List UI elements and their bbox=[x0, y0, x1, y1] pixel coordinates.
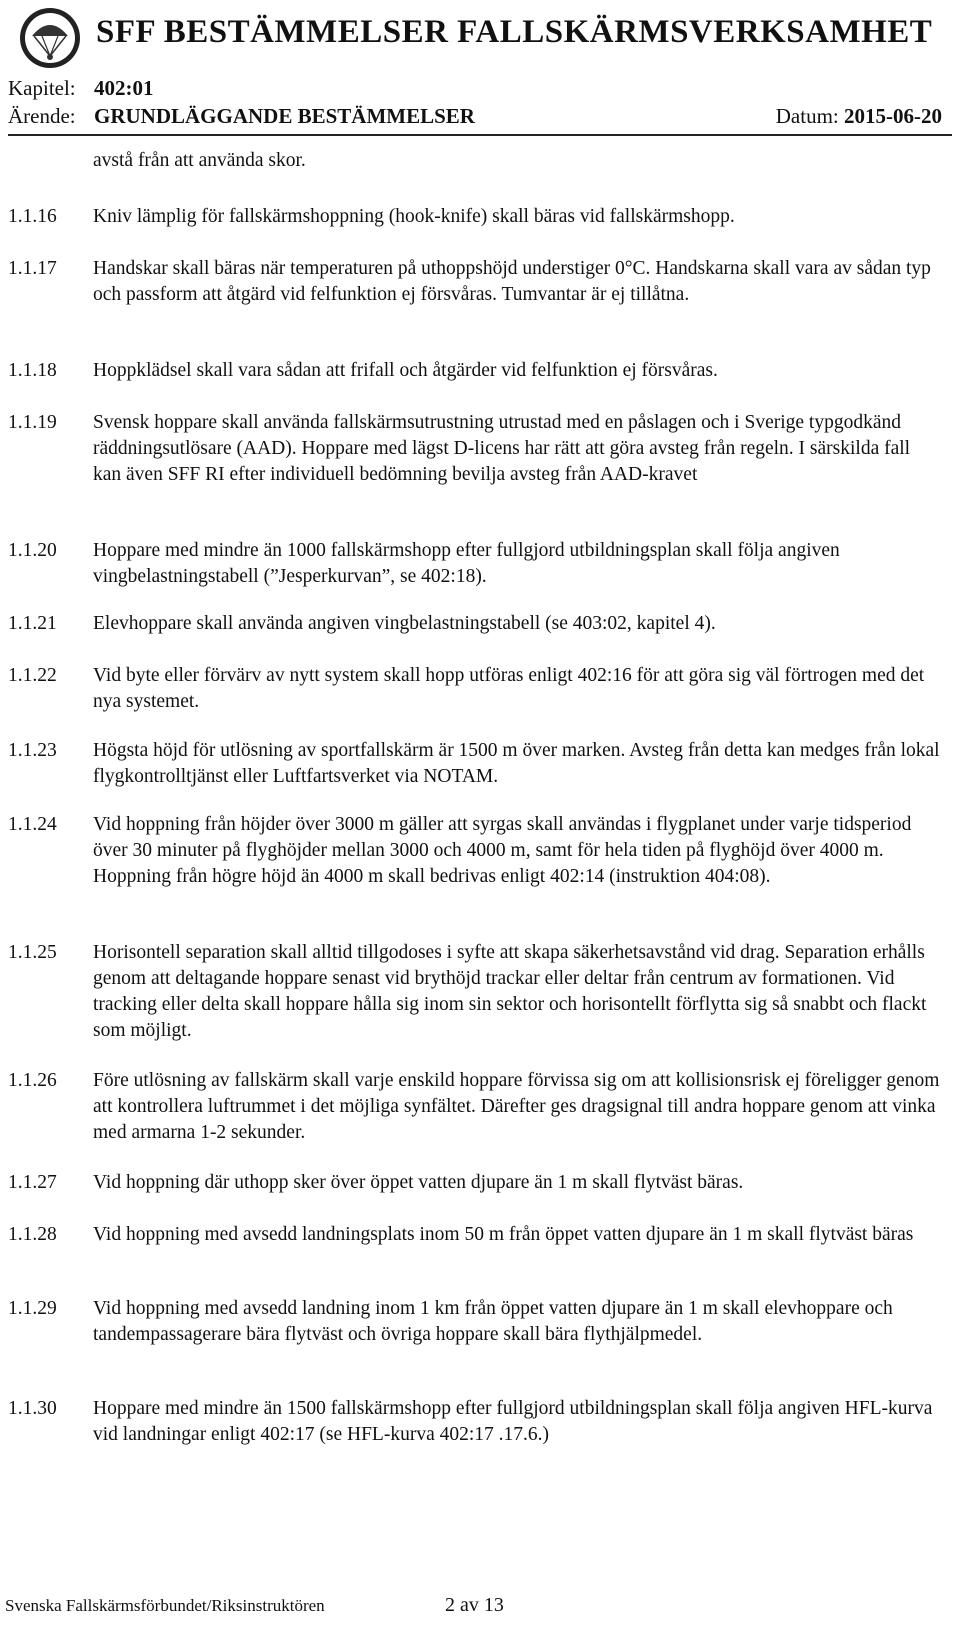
clause-text: Före utlösning av fallskärm skall varje enskild hoppare förvissa sig om att kollisionsrisk ej föreligger genom att kontrollera luftrummet i det möjliga synfältet. Därefter ges dragsignal till andra hoppare genom att vinka med armarna 1-2 sekunder. bbox=[93, 1070, 940, 1143]
page-number: 2 av 13 bbox=[445, 1594, 504, 1616]
clause-number: 1.1.26 bbox=[8, 1070, 57, 1091]
clause-text: Hoppare med mindre än 1000 fallskärmshopp efter fullgjord utbildningsplan skall följa angiven vingbelastningstabell (”Jesperkurvan”, se 402:18). bbox=[93, 540, 840, 587]
document-org-title: SFF BESTÄMMELSER FALLSKÄRMSVERKSAMHET bbox=[96, 14, 933, 50]
clause-number: 1.1.29 bbox=[8, 1298, 57, 1319]
chapter-label: Kapitel: bbox=[8, 76, 76, 100]
clause-text: Vid hoppning där uthopp sker över öppet vatten djupare än 1 m skall flytväst bäras. bbox=[93, 1172, 744, 1193]
subject-label: Ärende: bbox=[8, 104, 76, 128]
clause-text: Elevhoppare skall använda angiven vingbelastningstabell (se 403:02, kapitel 4). bbox=[93, 613, 716, 634]
clause-number: 1.1.25 bbox=[8, 942, 57, 963]
date-row bbox=[776, 104, 942, 129]
parachute-emblem-icon bbox=[8, 6, 92, 70]
clause-text: Vid byte eller förvärv av nytt system skall hopp utföras enligt 402:16 för att göra sig väl förtrogen med det nya systemet. bbox=[93, 665, 925, 712]
document-footer bbox=[0, 1596, 960, 1626]
clause-text: Svensk hoppare skall använda fallskärmsutrustning utrustad med en påslagen och i Sverige typgodkänd räddningsutlösare (AAD). Hoppare med lägst D-licens har rätt att göra avsteg från regeln. I särskilda fall kan även SFF RI efter individuell bedömning bevilja avsteg från AAD-kravet bbox=[93, 412, 911, 485]
clause-number: 1.1.19 bbox=[8, 412, 57, 433]
clause-text: Högsta höjd för utlösning av sportfallskärm är 1500 m över marken. Avsteg från detta kan medges från lokal flygkontrolltjänst eller Luftfartsverket via NOTAM. bbox=[93, 740, 940, 787]
subject-value: GRUNDLÄGGANDE BESTÄMMELSER bbox=[94, 104, 475, 128]
continuation-text: avstå från att använda skor. bbox=[93, 150, 306, 171]
clause-text: Vid hoppning med avsedd landningsplats inom 50 m från öppet vatten djupare än 1 m skall flytväst bäras bbox=[93, 1224, 914, 1245]
clause-text: Vid hoppning med avsedd landning inom 1 km från öppet vatten djupare än 1 m skall elevhoppare och tandempassagerare bära flytväst och övriga hoppare skall bära flythjälpmedel. bbox=[93, 1298, 893, 1345]
clause-number: 1.1.20 bbox=[8, 540, 57, 561]
chapter-row bbox=[8, 76, 154, 101]
date-value: 2015-06-20 bbox=[844, 104, 942, 128]
clause-number: 1.1.27 bbox=[8, 1172, 57, 1193]
chapter-value: 402:01 bbox=[94, 76, 154, 100]
header-divider bbox=[8, 134, 952, 136]
clause-number: 1.1.23 bbox=[8, 740, 57, 761]
clause-text: Hoppklädsel skall vara sådan att frifall och åtgärder vid felfunktion ej försvåras. bbox=[93, 360, 718, 381]
clause-number: 1.1.17 bbox=[8, 258, 57, 279]
clause-number: 1.1.16 bbox=[8, 206, 57, 227]
clause-text: Vid hoppning från höjder över 3000 m gäller att syrgas skall användas i flygplanet under varje tidsperiod över 30 minuter på flyghöjder mellan 3000 och 4000 m, samt för hela tiden på flyghöjd över 4000 m. Hoppning från högre höjd än 4000 m skall bedrivas enligt 402:14 (instruktion 404:08). bbox=[93, 814, 912, 887]
clause-number: 1.1.28 bbox=[8, 1224, 57, 1245]
clause-text: Kniv lämplig för fallskärmshoppning (hook-knife) skall bäras vid fallskärmshopp. bbox=[93, 206, 735, 227]
subject-row bbox=[8, 104, 475, 129]
clause-number: 1.1.22 bbox=[8, 665, 57, 686]
footer-org: Svenska Fallskärmsförbundet/Riksinstruktören bbox=[5, 1596, 325, 1615]
date-label: Datum: bbox=[775, 104, 839, 128]
clause-number: 1.1.30 bbox=[8, 1398, 57, 1419]
document-header bbox=[0, 0, 960, 136]
clause-number: 1.1.21 bbox=[8, 613, 57, 634]
clause-text: Hoppare med mindre än 1500 fallskärmshopp efter fullgjord utbildningsplan skall följa angiven HFL-kurva vid landningar enligt 402:17 (se HFL-kurva 402:17 .17.6.) bbox=[93, 1398, 933, 1445]
clause-number: 1.1.18 bbox=[8, 360, 57, 381]
clause-number: 1.1.24 bbox=[8, 814, 57, 835]
clause-text: Handskar skall bäras när temperaturen på uthoppshöjd understiger 0°C. Handskarna skall vara av sådan typ och passform att åtgärd vid felfunktion ej försvåras. Tumvantar är ej tillåtna. bbox=[93, 258, 931, 305]
clause-text: Horisontell separation skall alltid tillgodoses i syfte att skapa säkerhetsavstånd vid drag. Separation erhålls genom att deltagande hoppare senast vid brythöjd trackar eller deltar från centrum av formationen. Vid tracking eller delta skall hoppare hålla sig inom sin sektor och horisontellt förflytta sig så snabbt och flackt som möjligt. bbox=[93, 942, 927, 1041]
